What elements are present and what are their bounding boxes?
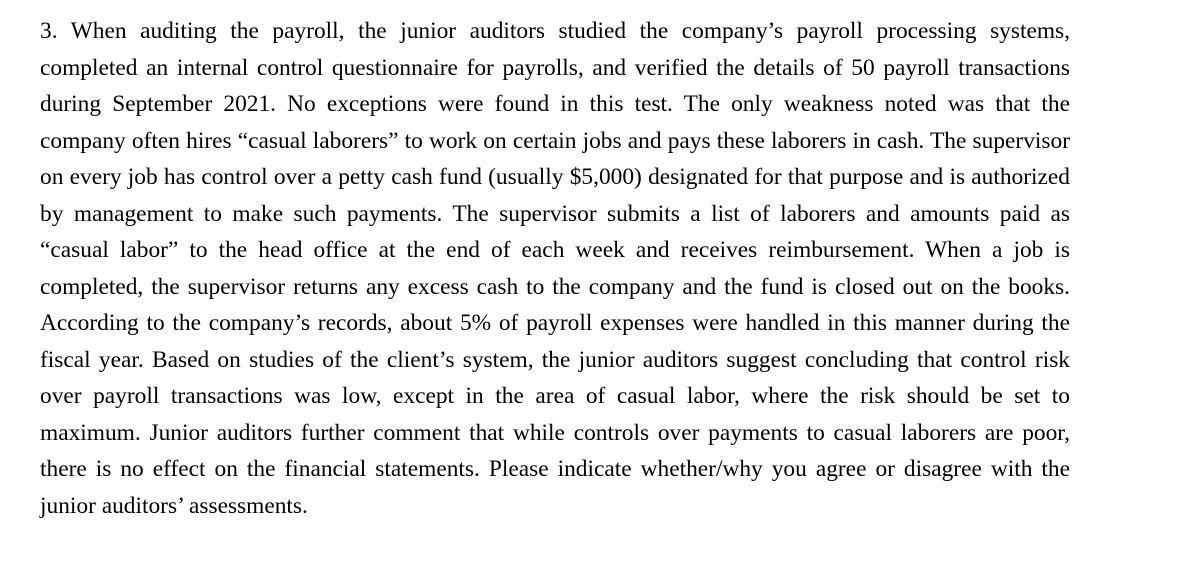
document-page: [40, 13, 1070, 524]
question-paragraph: 3. When auditing the payroll, the junior auditors studied the company’s payroll processing systems, completed an internal control questionnaire for payrolls, and verified the details of 50 payroll transactions during September 2021. No exceptions were found in this test. The only weakness noted was that the company often hires “casual laborers” to work on certain jobs and pays these laborers in cash. The supervisor on every job has control over a petty cash fund (usually $5,000) designated for that purpose and is authorized by management to make such payments. The supervisor submits a list of laborers and amounts paid as “casual labor” to the head office at the end of each week and receives reimbursement. When a job is completed, the supervisor returns any excess cash to the company and the fund is closed out on the books. According to the company’s records, about 5% of payroll expenses were handled in this manner during the fiscal year. Based on studies of the client’s system, the junior auditors suggest concluding that control risk over payroll transactions was low, except in the area of casual labor, where the risk should be set to maximum. Junior auditors further comment that while controls over payments to casual laborers are poor, there is no effect on the financial statements. Please indicate whether/why you agree or disagree with the junior auditors’ assessments.: [40, 18, 1070, 519]
